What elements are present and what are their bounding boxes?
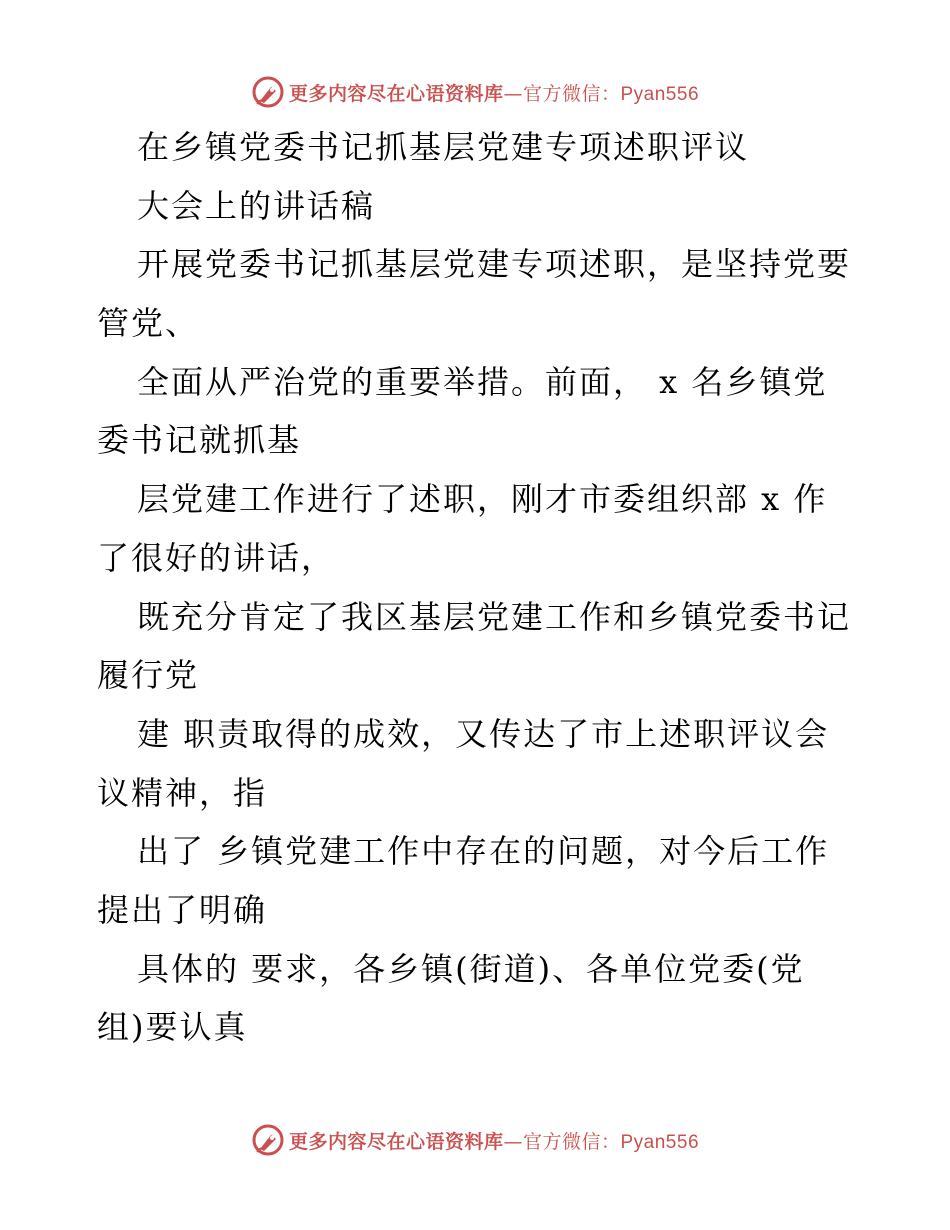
document-line: 大会上的讲话稿 [137, 186, 376, 225]
document-line: 履行党 [97, 656, 200, 695]
document-line: 既充分肯定了我区基层党建工作和乡镇党委书记 [137, 597, 852, 636]
watermark-dash: — [503, 82, 523, 105]
document-line: 在乡镇党委书记抓基层党建专项述职评议 [137, 128, 750, 166]
watermark-wechat-id: Pyan556 [620, 1131, 700, 1153]
document-line: 全面从严治党的重要举措。前面， x 名乡镇党 [137, 362, 828, 401]
document-line: 层党建工作进行了述职，刚才市委组织部 x 作 [137, 480, 828, 519]
watermark-brand: 更多内容尽在心语资料库 [288, 82, 504, 105]
document-line: 开展党委书记抓基层党建专项述职，是坚持党要 [137, 245, 852, 284]
document-line: 建 职责取得的成效，又传达了市上述职评议会 [137, 714, 830, 753]
document-line: 委书记就抓基 [97, 421, 302, 460]
pen-nib-circle-icon [251, 1123, 285, 1157]
pen-nib-circle-icon [251, 75, 285, 109]
document-line: 出了 乡镇党建工作中存在的问题，对今后工作 [137, 832, 830, 871]
document-line: 组)要认真 [97, 1008, 248, 1047]
document-line: 提出了明确 [97, 890, 268, 929]
document-line: 议精神，指 [97, 773, 268, 812]
watermark-wechat-label: 官方微信： [522, 1130, 621, 1153]
document-body [97, 118, 857, 1057]
watermark-wechat-id: Pyan556 [620, 83, 700, 105]
document-line: 具体的 要求，各乡镇(街道)、各单位党委(党 [137, 949, 805, 988]
document-line: 管党、 [97, 304, 200, 343]
document-line: 了很好的讲话， [97, 538, 336, 577]
header-watermark [0, 72, 950, 112]
footer-watermark [0, 1120, 950, 1160]
watermark-wechat-label: 官方微信： [522, 82, 621, 105]
watermark-dash: — [503, 1130, 523, 1153]
watermark-brand: 更多内容尽在心语资料库 [288, 1130, 504, 1153]
